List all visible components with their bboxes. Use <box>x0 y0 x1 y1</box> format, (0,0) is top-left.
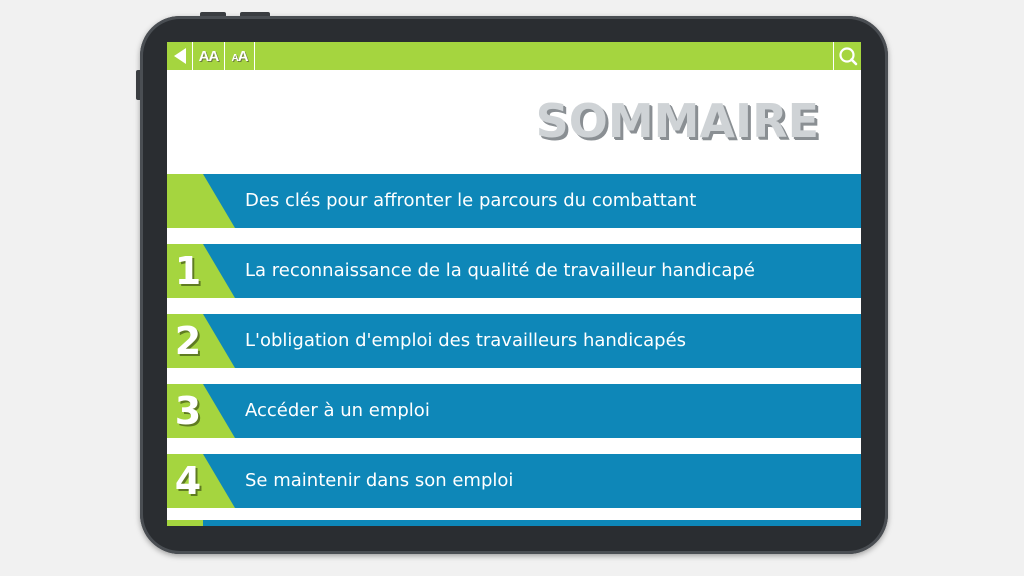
row-number: 3 <box>174 389 202 433</box>
row-number <box>173 178 203 224</box>
row-label: Se maintenir dans son emploi <box>245 470 514 491</box>
row-label: La reconnaissance de la qualité de travailleur handicapé <box>245 260 755 281</box>
font-size-large-label: AA <box>198 47 219 65</box>
back-arrow-icon <box>172 47 188 65</box>
page-title: SOMMAIRE <box>535 94 819 148</box>
tablet-side-button <box>136 70 140 100</box>
sommaire-item-4[interactable] <box>167 454 861 508</box>
sommaire-item-intro[interactable] <box>167 174 861 228</box>
row-label: L'obligation d'emploi des travailleurs handicapés <box>245 330 687 351</box>
row-label: Accéder à un emploi <box>245 400 430 421</box>
row-number: 4 <box>174 459 202 503</box>
font-size-large-button[interactable] <box>193 42 225 70</box>
search-icon <box>838 46 858 66</box>
back-button[interactable] <box>167 42 193 70</box>
next-row-peek <box>167 520 861 526</box>
sommaire-item-1[interactable] <box>167 244 861 298</box>
font-size-small-button[interactable] <box>225 42 255 70</box>
row-number: 1 <box>174 249 202 293</box>
sommaire-item-2[interactable] <box>167 314 861 368</box>
tablet-top-button <box>240 12 270 16</box>
font-size-small-label: AA <box>231 47 248 65</box>
row-number: 2 <box>174 319 202 363</box>
app-screen <box>167 42 861 526</box>
top-toolbar <box>167 42 861 70</box>
search-button[interactable] <box>833 42 861 70</box>
sommaire-item-3[interactable] <box>167 384 861 438</box>
row-label: Des clés pour affronter le parcours du combattant <box>245 190 697 211</box>
tablet-top-button <box>200 12 226 16</box>
